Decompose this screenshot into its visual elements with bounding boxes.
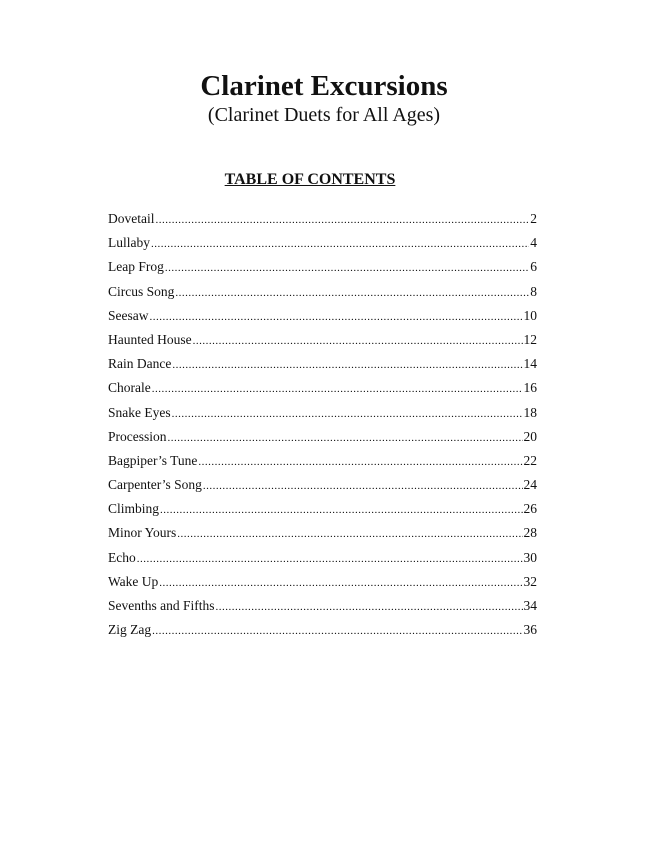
toc-entry-page: 36 bbox=[523, 622, 537, 638]
toc-entry-title: Lullaby bbox=[108, 235, 150, 251]
toc-dot-leader bbox=[152, 625, 522, 637]
toc-entry bbox=[108, 550, 537, 574]
toc-dot-leader bbox=[175, 287, 529, 299]
toc-entry-title: Sevenths and Fifths bbox=[108, 598, 215, 613]
toc-entry bbox=[108, 477, 537, 501]
toc-entry-title: Zig Zag bbox=[108, 622, 152, 638]
toc-heading: TABLE OF CONTENTS bbox=[224, 171, 396, 188]
toc-entry-title: Procession bbox=[108, 428, 167, 444]
toc-entry-title: Seesaw bbox=[108, 307, 149, 323]
document-subtitle: (Clarinet Duets for All Ages) bbox=[207, 104, 441, 126]
toc-dot-leader bbox=[165, 262, 529, 274]
toc-dot-leader bbox=[177, 528, 522, 540]
toc-entry-page: 2 bbox=[530, 211, 537, 226]
toc-entry bbox=[108, 332, 537, 356]
toc-entry-title: Snake Eyes bbox=[108, 404, 171, 420]
toc-dot-leader bbox=[172, 408, 523, 420]
toc-entry-page: 10 bbox=[523, 307, 537, 323]
toc-entry bbox=[108, 501, 537, 525]
toc-entry bbox=[108, 235, 537, 259]
toc-dot-leader bbox=[137, 553, 523, 565]
toc-entry-title: Leap Frog bbox=[108, 259, 164, 275]
toc-dot-leader bbox=[193, 335, 523, 347]
toc-entry-title: Dovetail bbox=[108, 211, 155, 226]
toc-entry bbox=[108, 453, 537, 477]
toc-dot-leader bbox=[151, 238, 529, 250]
toc-entry-page: 22 bbox=[523, 452, 537, 468]
toc-entry-title: Minor Yours bbox=[108, 525, 177, 541]
document-title: Clarinet Excursions bbox=[200, 70, 448, 102]
toc-dot-leader bbox=[198, 456, 522, 468]
toc-entry bbox=[108, 574, 537, 598]
toc-entry bbox=[108, 405, 537, 429]
toc-entry bbox=[108, 429, 537, 453]
toc-entry bbox=[108, 308, 537, 332]
toc-dot-leader bbox=[172, 359, 522, 371]
toc-entry-title: Echo bbox=[108, 549, 136, 565]
toc-entry bbox=[108, 259, 537, 283]
toc-entry bbox=[108, 622, 537, 646]
toc-dot-leader bbox=[168, 432, 523, 444]
toc-dot-leader bbox=[159, 577, 522, 589]
toc-entry-title: Carpenter’s Song bbox=[108, 477, 202, 493]
toc-entry-title: Circus Song bbox=[108, 283, 175, 299]
toc-entry-page: 8 bbox=[530, 283, 537, 299]
toc-dot-leader bbox=[152, 383, 523, 395]
toc-entry bbox=[108, 380, 537, 404]
toc-dot-leader bbox=[150, 311, 523, 323]
toc-entry-title: Climbing bbox=[108, 501, 160, 517]
toc-entry-page: 6 bbox=[530, 259, 537, 275]
toc-entry-page: 32 bbox=[523, 573, 537, 589]
toc-entry bbox=[108, 356, 537, 380]
table-of-contents bbox=[108, 211, 537, 646]
toc-entry-page: 14 bbox=[523, 356, 537, 372]
toc-entry-page: 12 bbox=[523, 331, 537, 347]
toc-entry-page: 26 bbox=[523, 501, 537, 517]
toc-entry bbox=[108, 284, 537, 308]
toc-entry-title: Bagpiper’s Tune bbox=[108, 452, 198, 468]
toc-entry-title: Wake Up bbox=[108, 573, 159, 589]
toc-entry-title: Rain Dance bbox=[108, 356, 172, 372]
toc-entry-page: 4 bbox=[530, 235, 537, 251]
toc-entry bbox=[108, 211, 537, 235]
toc-dot-leader bbox=[156, 214, 530, 226]
toc-entry-page: 16 bbox=[523, 380, 537, 396]
toc-dot-leader bbox=[160, 504, 522, 516]
toc-entry-page: 30 bbox=[523, 549, 537, 565]
toc-entry-page: 20 bbox=[523, 428, 537, 444]
toc-entry-title: Chorale bbox=[108, 380, 151, 396]
toc-entry-title: Haunted House bbox=[108, 331, 192, 347]
toc-entry-page: 18 bbox=[523, 404, 537, 420]
toc-entry bbox=[108, 525, 537, 549]
toc-entry-page: 24 bbox=[523, 477, 537, 493]
toc-dot-leader bbox=[216, 601, 523, 613]
toc-entry-page: 28 bbox=[523, 525, 537, 541]
toc-entry bbox=[108, 598, 537, 622]
toc-entry-page: 34 bbox=[523, 598, 537, 613]
toc-dot-leader bbox=[203, 480, 523, 492]
